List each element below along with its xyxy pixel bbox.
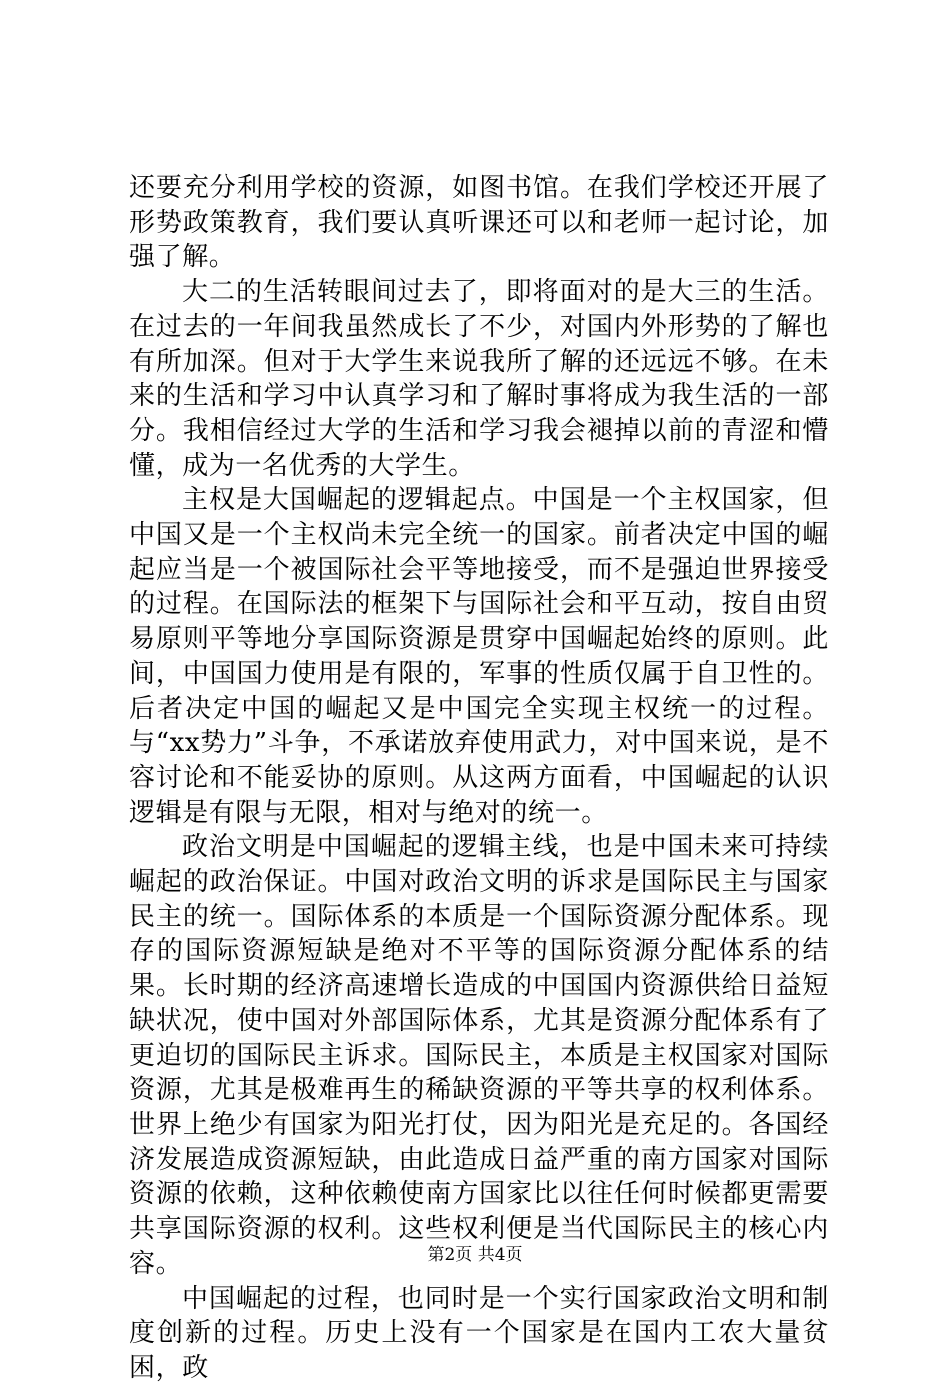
- paragraph-sovereignty: 主权是大国崛起的逻辑起点。中国是一个主权国家，但中国又是一个主权尚未完全统一的国家。前者决定中国的崛起应当是一个被国际社会平等地接受，而不是强迫世界接受的过程。在国际法的框架下与国际社会和平互动，按自由贸易原则平等地分享国际资源是贯穿中国崛起始终的原则。此间，中国国力使用是有限的，军事的性质仅属于自卫性的。后者决定中国的崛起又是中国完全实现主权统一的过程。与“xx势力”斗争，不承诺放弃使用武力，对中国来说，是不容讨论和不能妥协的原则。从这两方面看，中国崛起的认识逻辑是有限与无限，相对与绝对的统一。: [129, 485, 829, 828]
- document-body: [129, 171, 829, 1386]
- page-footer: 第2页 共4页: [427, 1245, 523, 1265]
- paragraph-political-civilization: 政治文明是中国崛起的逻辑主线，也是中国未来可持续崛起的政治保证。中国对政治文明的诉求是国际民主与国家民主的统一。国际体系的本质是一个国际资源分配体系。现存的国际资源短缺是绝对不平等的国际资源分配体系的结果。长时期的经济高速增长造成的中国国内资源供给日益短缺状况，使中国对外部国际体系，尤其是资源分配体系有了更迫切的国际民主诉求。国际民主，本质是主权国家对国际资源，尤其是极难再生的稀缺资源的平等共享的权利体系。世界上绝少有国家为阳光打仗，因为阳光是充足的。各国经济发展造成资源短缺，由此造成日益严重的南方国家对国际资源的依赖，这种依赖使南方国家比以往任何时候都更需要共享国际资源的权利。这些权利便是当代国际民主的核心内容。: [129, 832, 829, 1279]
- paragraph-institutional-innovation: 中国崛起的过程，也同时是一个实行国家政治文明和制度创新的过程。历史上没有一个国家是在国内工农大量贫困，政: [129, 1283, 829, 1383]
- paragraph-continued: 还要充分利用学校的资源，如图书馆。在我们学校还开展了形势政策教育，我们要认真听课还可以和老师一起讨论，加强了解。: [129, 173, 829, 273]
- paragraph-sophomore-reflection: 大二的生活转眼间过去了，即将面对的是大三的生活。在过去的一年间我虽然成长了不少，对国内外形势的了解也有所加深。但对于大学生来说我所了解的还远远不够。在未来的生活和学习中认真学习和了解时事将成为我生活的一部分。我相信经过大学的生活和学习我会褪掉以前的青涩和懵懂，成为一名优秀的大学生。: [129, 277, 829, 481]
